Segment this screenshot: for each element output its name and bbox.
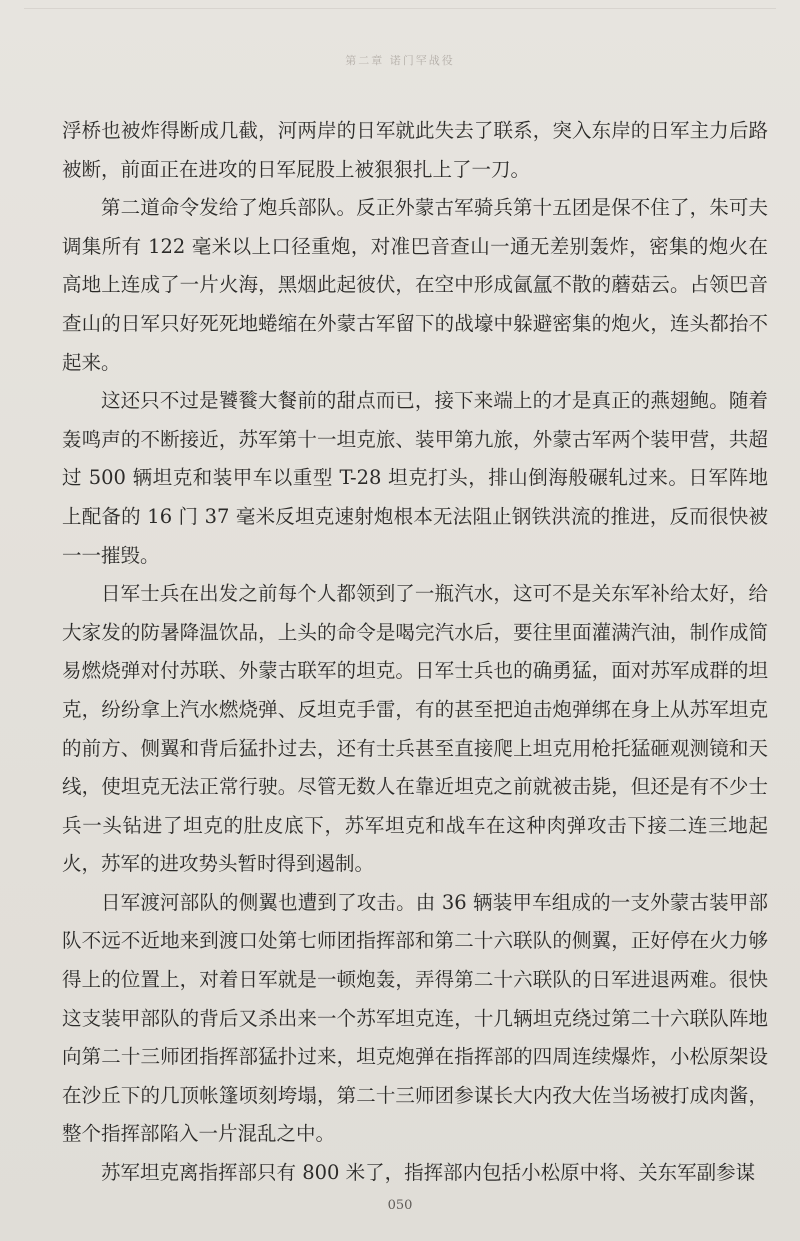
body-text bbox=[62, 112, 768, 1193]
running-head: 第二章 诺门罕战役 bbox=[345, 54, 455, 67]
paragraph: 浮桥也被炸得断成几截，河两岸的日军就此失去了联系，突入东岸的日军主力后路被断，前面正在进攻的日军屁股上被狠狠扎上了一刀。 bbox=[62, 119, 768, 181]
paragraph: 这还只不过是饕餮大餐前的甜点而已，接下来端上的才是真正的燕翅鲍。随着轰鸣声的不断接近，苏军第十一坦克旅、装甲第九旅，外蒙古军两个装甲营，共超过 500 辆坦克和装甲车以重型 T-28 坦克打头，排山倒海般碾轧过来。日军阵地上配备的 16 门 37 毫米反坦克速射炮根本无法阻止钢铁洪流的推进，反而很快被一一摧毁。 bbox=[62, 389, 768, 567]
paragraph: 日军渡河部队的侧翼也遭到了攻击。由 36 辆装甲车组成的一支外蒙古装甲部队不远不近地来到渡口处第七师团指挥部和第二十六联队的侧翼，正好停在火力够得上的位置上，对着日军就是一顿炮轰，弄得第二十六联队的日军进退两难。很快这支装甲部队的背后又杀出来一个苏军坦克连，十几辆坦克绕过第二十六联队阵地向第二十三师团指挥部猛扑过来，坦克炮弹在指挥部的四周连续爆炸，小松原架设在沙丘下的几顶帐篷顷刻垮塌，第二十三师团参谋长大内孜大佐当场被打成肉酱，整个指挥部陷入一片混乱之中。 bbox=[62, 890, 768, 1146]
paragraph: 日军士兵在出发之前每个人都领到了一瓶汽水，这可不是关东军补给太好，给大家发的防暑降温饮品，上头的命令是喝完汽水后，要往里面灌满汽油，制作成简易燃烧弹对付苏联、外蒙古联军的坦克。日军士兵也的确勇猛，面对苏军成群的坦克，纷纷拿上汽水燃烧弹、反坦克手雷，有的甚至把迫击炮弹绑在身上从苏军坦克的前方、侧翼和背后猛扑过去，还有士兵甚至直接爬上坦克用枪托猛砸观测镜和天线，使坦克无法正常行驶。尽管无数人在靠近坦克之前就被击毙，但还是有不少士兵一头钻进了坦克的肚皮底下，苏军坦克和战车在这种肉弹攻击下接二连三地起火，苏军的进攻势头暂时得到遏制。 bbox=[62, 582, 768, 876]
page-number: 050 bbox=[387, 1198, 413, 1213]
paragraph: 第二道命令发给了炮兵部队。反正外蒙古军骑兵第十五团是保不住了，朱可夫调集所有 122 毫米以上口径重炮，对准巴音查山一通无差别轰炸，密集的炮火在高地上连成了一片火海，黑烟此起彼伏，在空中形成氤氲不散的蘑菇云。占领巴音查山的日军只好死死地蜷缩在外蒙古军留下的战壕中躲避密集的炮火，连头都抬不起来。 bbox=[62, 196, 768, 374]
paragraph: 苏军坦克离指挥部只有 800 米了，指挥部内包括小松原中将、关东军副参谋 bbox=[101, 1161, 756, 1185]
page-top-edge bbox=[24, 8, 776, 9]
